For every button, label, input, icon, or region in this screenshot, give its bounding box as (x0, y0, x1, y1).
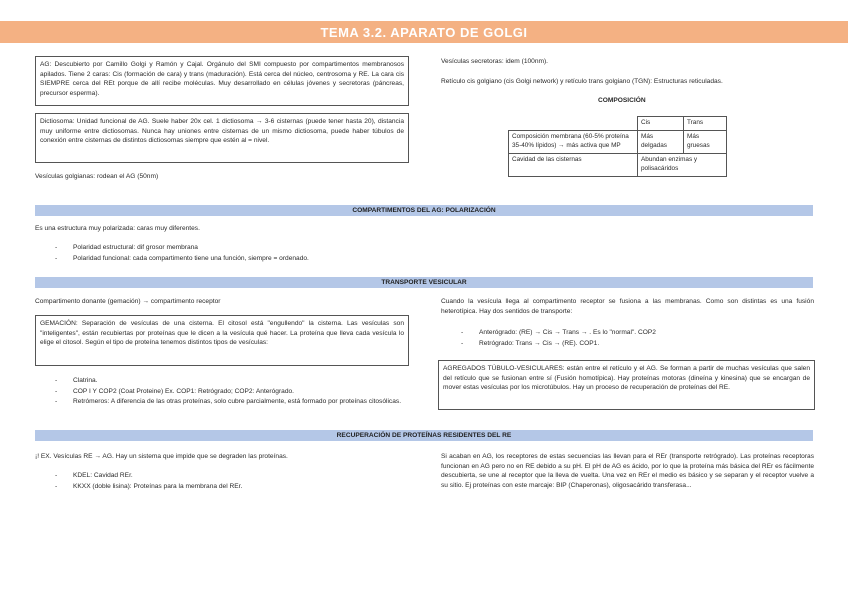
transporte-left-intro: Compartimento donante (gemación) → compartimento receptor (35, 298, 221, 305)
recuperacion-left-intro: ¡! EX. Vesículas RE → AG. Hay un sistema que impide que se degraden las proteínas. (35, 453, 288, 460)
polarizacion-list (55, 243, 309, 264)
section-recuperacion: RECUPERACIÓN DE PROTEÍNAS RESIDENTES DEL RE (35, 430, 813, 441)
polarizacion-intro: Es una estructura muy polarizada: caras muy diferentes. (35, 225, 200, 232)
cell-cis-membrana: Más delgadas (638, 130, 684, 153)
list-item: - KKXX (doble lisina): Proteínas para la membrana del REr. (55, 482, 242, 493)
agregados-text: AGREGADOS TÚBULO-VESICULARES: están entre el retículo y el AG. Se forman a partir de muchas vesículas que salen del retículo que se fusionan entre sí (Fusión homotípica). Hay proteínas motoras (dineína y kinesina) que se encargan de mover estas vesículas por los microtúbulos. Hay un proceso de recuperación de proteínas del RE. (443, 365, 810, 392)
list-item: - Anterógrado: (RE) → Cis → Trans → . Es lo "normal". COP2 (461, 328, 656, 339)
gemacion-box (35, 315, 409, 366)
transporte-right-intro (441, 297, 814, 316)
section-polarizacion: COMPARTIMENTOS DEL AG: POLARIZACIÓN (35, 205, 813, 216)
list-item: - Polaridad funcional: cada compartimento tiene una función, siempre = ordenado. (55, 254, 309, 265)
gemacion-text: GEMACIÓN: Separación de vesículas de una cisterna. El citosol está "engullendo" la cisterna. Las vesículas son "inteligentes", están recubiertas por proteínas que le dicen a la vesícula qué hacer. La proteína que lleva cada vesícula lo elige el citosol. Según el tipo de proteína tenemos distintos tipos de vesículas: (40, 320, 404, 347)
dictiosoma-text: Dictiosoma: Unidad funcional de AG. Suele haber 20x cel. 1 dictiosoma → 3-6 cisternas (puede tener hasta 20), distancia muy uniforme entre dictiosomas. Nunca hay uniones entre cisternas de un mismo dictiosoma, puede haber túbulos de conexión entre cisternas de distintos dictiosomas siempre que estén al = nivel. (40, 118, 404, 145)
list-item: - Retrómeros: A diferencia de las otras proteínas, solo cubre parcialmente, está formado por proteínas citosólicas. (55, 397, 409, 408)
header-trans: Trans (684, 117, 727, 131)
dictiosoma-box (35, 113, 409, 163)
page-title-bar (0, 21, 848, 43)
list-item: - Clatrina. (55, 376, 409, 387)
vesiculas-golgianas: Vesículas golgianas: rodean el AG (50nm) (35, 173, 159, 180)
list-item: - KDEL: Cavidad REr. (55, 471, 242, 482)
cell-trans-membrana: Más gruesas (684, 130, 727, 153)
sentido-list (461, 328, 656, 349)
transporte-right-intro-text: Cuando la vesícula llega al compartimento receptor se fusiona a las membranas. Como son distintas es una fusión heterotípica. Hay dos sentidos de transporte: (441, 298, 814, 315)
ag-definition-text: AG: Descubierto por Camillo Golgi y Ramón y Cajal. Orgánulo del SMI compuesto por compartimentos membranosos apilados. Tiene 2 caras: Cis (formación de cara) y trans (maduración). Está cerca del núcleo, centrosoma y RE. La cara cis SIEMPRE cerca del REt porque de allí recibe moléculas. Muy desarrollado en células jóvenes y secretoras (páncreas, precursor esperma). (40, 61, 404, 97)
agregados-box (438, 360, 815, 410)
vesiculas-secretoras: Vesículas secretoras: idem (100nm). (441, 58, 549, 65)
list-item: - Retrógrado: Trans → Cis → (RE). COP1. (461, 339, 656, 350)
recuperacion-right-text (441, 452, 814, 490)
page-title: TEMA 3.2. APARATO DE GOLGI (320, 24, 528, 40)
cell-cavidad: Abundan enzimas y polisacáridos (638, 153, 727, 176)
composicion-title: COMPOSICIÓN (598, 97, 646, 104)
list-item: - Polaridad estructural: dif grosor membrana (55, 243, 309, 254)
row-label-membrana: Composición membrana (60-5% proteína 35-40% lípidos) → más activa que MP (509, 130, 638, 153)
row-label-cavidad: Cavidad de las cisternas (509, 153, 638, 176)
ag-definition-box (35, 56, 409, 106)
reticulo-text: Retículo cis golgiano (cis Golgi network) y retículo trans golgiano (TGN): Estructuras reticuladas. (441, 78, 723, 85)
section-transporte: TRANSPORTE VESICULAR (35, 277, 813, 288)
list-item: - COP I Y COP2 (Coat Proteine) Ex. COP1: Retrógrado; COP2: Anterógrado. (55, 387, 409, 398)
protein-list (55, 376, 409, 408)
header-cis: Cis (638, 117, 684, 131)
recuperacion-list (55, 471, 242, 492)
recuperacion-right-paragraph: Si acaban en AG, los receptores de estas secuencias las llevan para el REr (transporte retrógrado). Las proteínas receptoras funcionan en AG pero no en RE debido a su pH. El pH de AG es ácido, por lo que la proteína más básica del REr es fácilmente descubierta, se une al receptor que la lleva de vuelta. Una vez en REr el medio es básico y se separan y el receptor vuelve a su sitio. Ej proteínas con este marcaje: BIP (Chaperonas), oligosacárido transferasa... (441, 453, 814, 489)
composicion-table (508, 116, 727, 177)
